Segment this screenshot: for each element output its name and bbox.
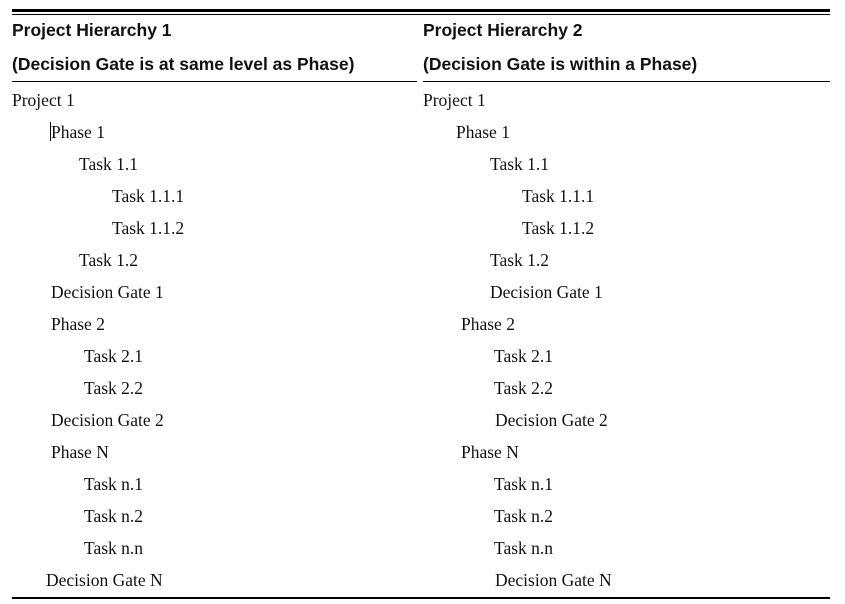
col1-decision-gate: Decision Gate 2 xyxy=(51,410,164,430)
header-rule-col1 xyxy=(12,81,417,82)
col1-task: Task 2.2 xyxy=(84,378,144,398)
col2-project: Project 1 xyxy=(423,90,486,110)
bottom-rule xyxy=(12,597,830,599)
col1-task: Task 1.1 xyxy=(79,154,139,174)
col1-task: Task 2.1 xyxy=(84,346,144,366)
col1-heading: Project Hierarchy 1 xyxy=(12,20,172,40)
header-rule-col2 xyxy=(423,81,830,82)
col2-phase: Phase N xyxy=(461,442,519,462)
col1-subtask: Task 1.1.1 xyxy=(112,186,185,206)
col1-phase: Phase N xyxy=(51,442,109,462)
col2-heading: Project Hierarchy 2 xyxy=(423,20,583,40)
col1-phase: Phase 2 xyxy=(51,314,105,334)
col2-subtask: Task 1.1.1 xyxy=(522,186,595,206)
top-rule-thick xyxy=(12,9,830,12)
col2-phase: Phase 1 xyxy=(456,122,510,142)
col1-task: Task n.n xyxy=(84,538,144,558)
col2-decision-gate: Decision Gate 2 xyxy=(495,410,608,430)
col2-task: Task n.1 xyxy=(494,474,554,494)
col2-task: Task 1.2 xyxy=(490,250,550,270)
col2-task: Task 2.1 xyxy=(494,346,554,366)
col2-phase: Phase 2 xyxy=(461,314,515,334)
col2-task: Task n.2 xyxy=(494,506,554,526)
col2-subtask: Task 1.1.2 xyxy=(522,218,595,238)
col1-decision-gate: Decision Gate 1 xyxy=(51,282,164,302)
col2-subheading: (Decision Gate is within a Phase) xyxy=(423,54,698,74)
col1-subheading: (Decision Gate is at same level as Phase) xyxy=(12,54,355,74)
col1-task: Task n.1 xyxy=(84,474,144,494)
col2-task: Task 1.1 xyxy=(490,154,550,174)
col1-subtask: Task 1.1.2 xyxy=(112,218,185,238)
col2-task: Task 2.2 xyxy=(494,378,554,398)
col1-project: Project 1 xyxy=(12,90,75,110)
col1-task: Task 1.2 xyxy=(79,250,139,270)
col2-decision-gate: Decision Gate N xyxy=(495,570,612,590)
col1-decision-gate: Decision Gate N xyxy=(46,570,163,590)
col1-task: Task n.2 xyxy=(84,506,144,526)
col2-task: Task n.n xyxy=(494,538,554,558)
top-rule-thin xyxy=(12,14,830,15)
col1-phase: Phase 1 xyxy=(51,122,105,142)
col2-decision-gate: Decision Gate 1 xyxy=(490,282,603,302)
